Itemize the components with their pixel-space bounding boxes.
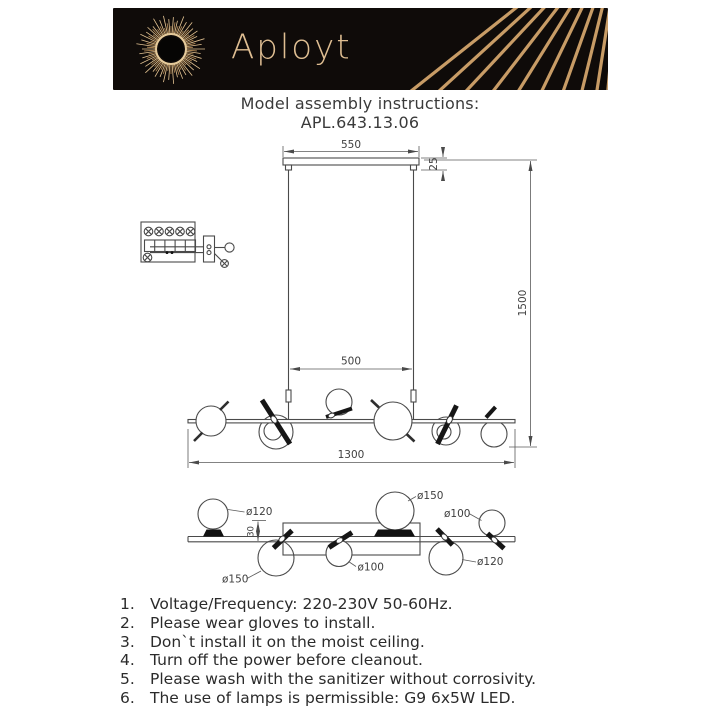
instruction-number: 6. xyxy=(120,688,135,707)
instruction-text: Turn off the power before cleanout. xyxy=(150,651,423,670)
instruction-text: Please wash with the sanitizer without corrosivity. xyxy=(150,670,537,689)
model-number: APL.643.13.06 xyxy=(300,112,420,132)
label-diameter-100-right: ø100 xyxy=(444,508,471,520)
instruction-text: Please wear gloves to install. xyxy=(150,613,376,632)
dim-wire-spacing: 500 xyxy=(340,355,362,368)
instructions-list xyxy=(120,595,650,708)
instruction-number: 4. xyxy=(120,651,135,670)
instruction-item xyxy=(120,633,650,652)
plan-view xyxy=(188,490,515,586)
dim-canopy-height: 25 xyxy=(428,157,440,171)
label-diameter-120-left: ø120 xyxy=(246,506,273,518)
dim-canopy-width: 550 xyxy=(340,139,362,151)
dim-bar-length: 1300 xyxy=(337,449,365,461)
instruction-number: 2. xyxy=(120,613,135,632)
instruction-number: 5. xyxy=(120,670,135,689)
label-diameter-120-right: ø120 xyxy=(477,556,504,568)
label-diameter-150-left: ø150 xyxy=(222,573,249,586)
page-title: Model assembly instructions: xyxy=(240,94,480,113)
instruction-text: The use of lamps is permissible: G9 6x5W LED. xyxy=(150,688,516,707)
instruction-item xyxy=(120,651,650,670)
instruction-item xyxy=(120,614,650,633)
dim-drop-height: 1500 xyxy=(517,289,529,317)
instruction-item xyxy=(120,595,650,614)
label-diameter-100-center: ø100 xyxy=(357,561,384,574)
elevation-view xyxy=(188,139,537,468)
brand-logo-text: Aployt xyxy=(231,27,352,68)
instruction-number: 1. xyxy=(120,595,135,613)
label-diameter-150-top: ø150 xyxy=(417,490,444,502)
wiring-diagram xyxy=(141,222,234,267)
instruction-item xyxy=(120,689,650,708)
instruction-number: 3. xyxy=(120,632,135,651)
dim-holder-offset: 30 xyxy=(246,526,257,537)
instruction-text: Voltage/Frequency: 220-230V 50-60Hz. xyxy=(150,595,453,613)
instruction-item xyxy=(120,670,650,689)
instruction-text: Don`t install it on the moist ceiling. xyxy=(150,632,425,651)
